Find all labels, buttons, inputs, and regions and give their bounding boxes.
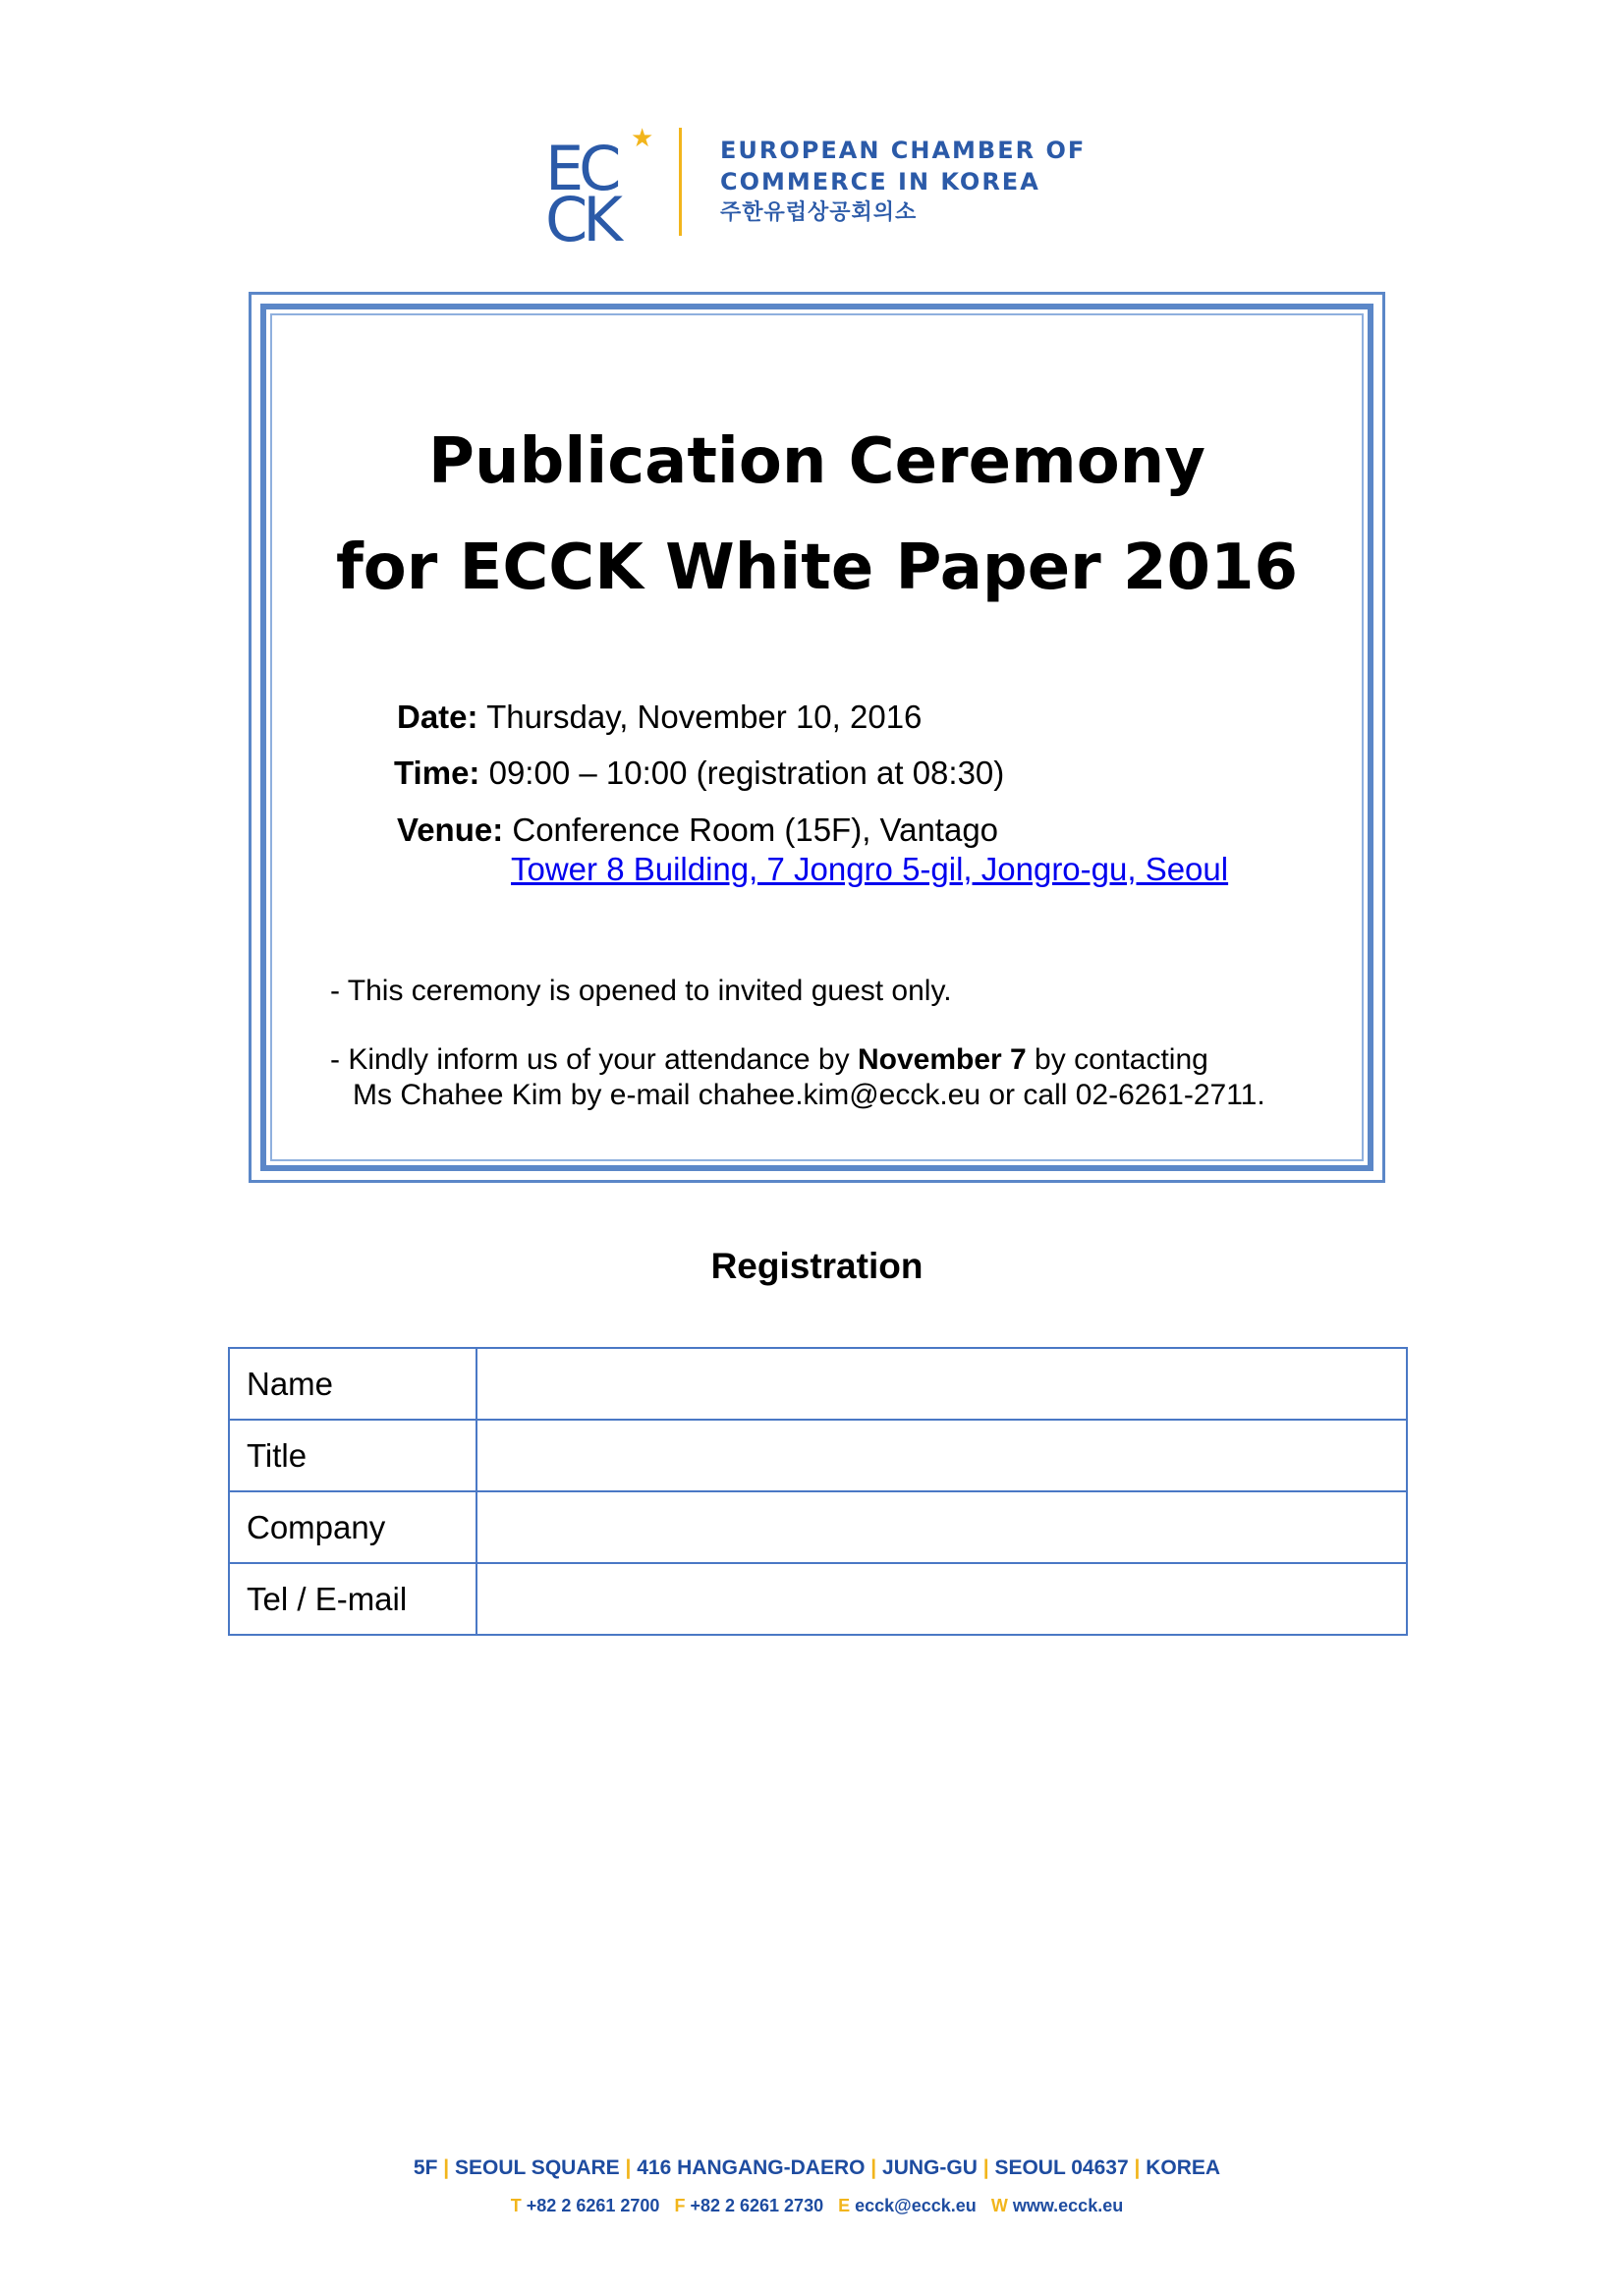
footer-address-part: SEOUL 04637 (994, 2156, 1129, 2179)
fax-key: F (674, 2196, 686, 2215)
invite-note: - This ceremony is opened to invited guest only. (330, 975, 952, 1007)
tel-key: T (510, 2196, 522, 2215)
table-row (229, 1491, 1407, 1563)
company-field[interactable] (476, 1491, 1407, 1563)
name-field[interactable] (476, 1348, 1407, 1420)
ecck-logo (545, 113, 1095, 255)
field-label-title: Title (229, 1420, 476, 1491)
footer-address-part: 5F (413, 2156, 438, 2179)
time-value: 09:00 – 10:00 (registration at 08:30) (488, 755, 1005, 791)
rsvp-suffix: by contacting (1035, 1043, 1208, 1076)
footer-address-part: SEOUL SQUARE (455, 2156, 620, 2179)
registration-table (228, 1347, 1408, 1636)
footer-separator: | (982, 2156, 989, 2179)
title-field[interactable] (476, 1420, 1407, 1491)
logo-mark-bottom: CK (545, 184, 618, 255)
table-row (229, 1563, 1407, 1635)
rsvp-deadline: November 7 (857, 1043, 1027, 1076)
footer-contact (0, 2196, 1624, 2216)
logo-divider (679, 128, 682, 236)
logo-mark (545, 123, 654, 255)
footer-fax: +82 2 6261 2730 (690, 2196, 824, 2215)
footer-address-part: JUNG-GU (882, 2156, 978, 2179)
footer-separator: | (625, 2156, 632, 2179)
field-label-name: Name (229, 1348, 476, 1420)
table-row (229, 1348, 1407, 1420)
time-label: Time: (394, 755, 480, 791)
venue-label: Venue: (397, 812, 504, 848)
footer-separator: | (1134, 2156, 1141, 2179)
footer-address-part: 416 HANGANG-DAERO (637, 2156, 866, 2179)
venue-row (397, 813, 998, 846)
footer-email[interactable]: ecck@ecck.eu (855, 2196, 977, 2215)
email-key: E (838, 2196, 851, 2215)
footer-address-part: KOREA (1146, 2156, 1221, 2179)
field-label-company: Company (229, 1491, 476, 1563)
footer-separator: | (870, 2156, 877, 2179)
footer-address (0, 2156, 1624, 2180)
logo-text (720, 135, 1086, 229)
footer-web[interactable]: www.ecck.eu (1012, 2196, 1124, 2215)
logo-mark-top: EC (545, 133, 617, 204)
time-row (394, 756, 1004, 789)
logo-line-3: 주한유럽상공회의소 (720, 200, 918, 225)
date-row (397, 700, 922, 733)
event-title-line-1: Publication Ceremony (428, 425, 1205, 498)
logo-line-2: COMMERCE IN KOREA (720, 168, 1040, 196)
web-key: W (990, 2196, 1008, 2215)
registration-heading: Registration (710, 1246, 924, 1286)
rsvp-prefix: - Kindly inform us of your attendance by (330, 1043, 850, 1076)
rsvp-note-line-2: Ms Chahee Kim by e-mail chahee.kim@ecck.eu or call 02-6261-2711. (353, 1079, 1265, 1111)
footer-separator: | (443, 2156, 450, 2179)
venue-address-link[interactable]: Tower 8 Building, 7 Jongro 5-gil, Jongro-gu, Seoul (511, 851, 1229, 887)
star-icon: ★ (631, 123, 654, 152)
event-title-line-2: for ECCK White Paper 2016 (335, 532, 1299, 604)
date-value: Thursday, November 10, 2016 (486, 699, 923, 735)
field-label-tel-email: Tel / E-mail (229, 1563, 476, 1635)
rsvp-note-line-1 (330, 1045, 1208, 1075)
date-label: Date: (397, 699, 478, 735)
logo-line-1: EUROPEAN CHAMBER OF (720, 137, 1087, 164)
table-row (229, 1420, 1407, 1491)
footer-tel: +82 2 6261 2700 (526, 2196, 660, 2215)
tel-email-field[interactable] (476, 1563, 1407, 1635)
venue-value: Conference Room (15F), Vantago (512, 812, 999, 848)
